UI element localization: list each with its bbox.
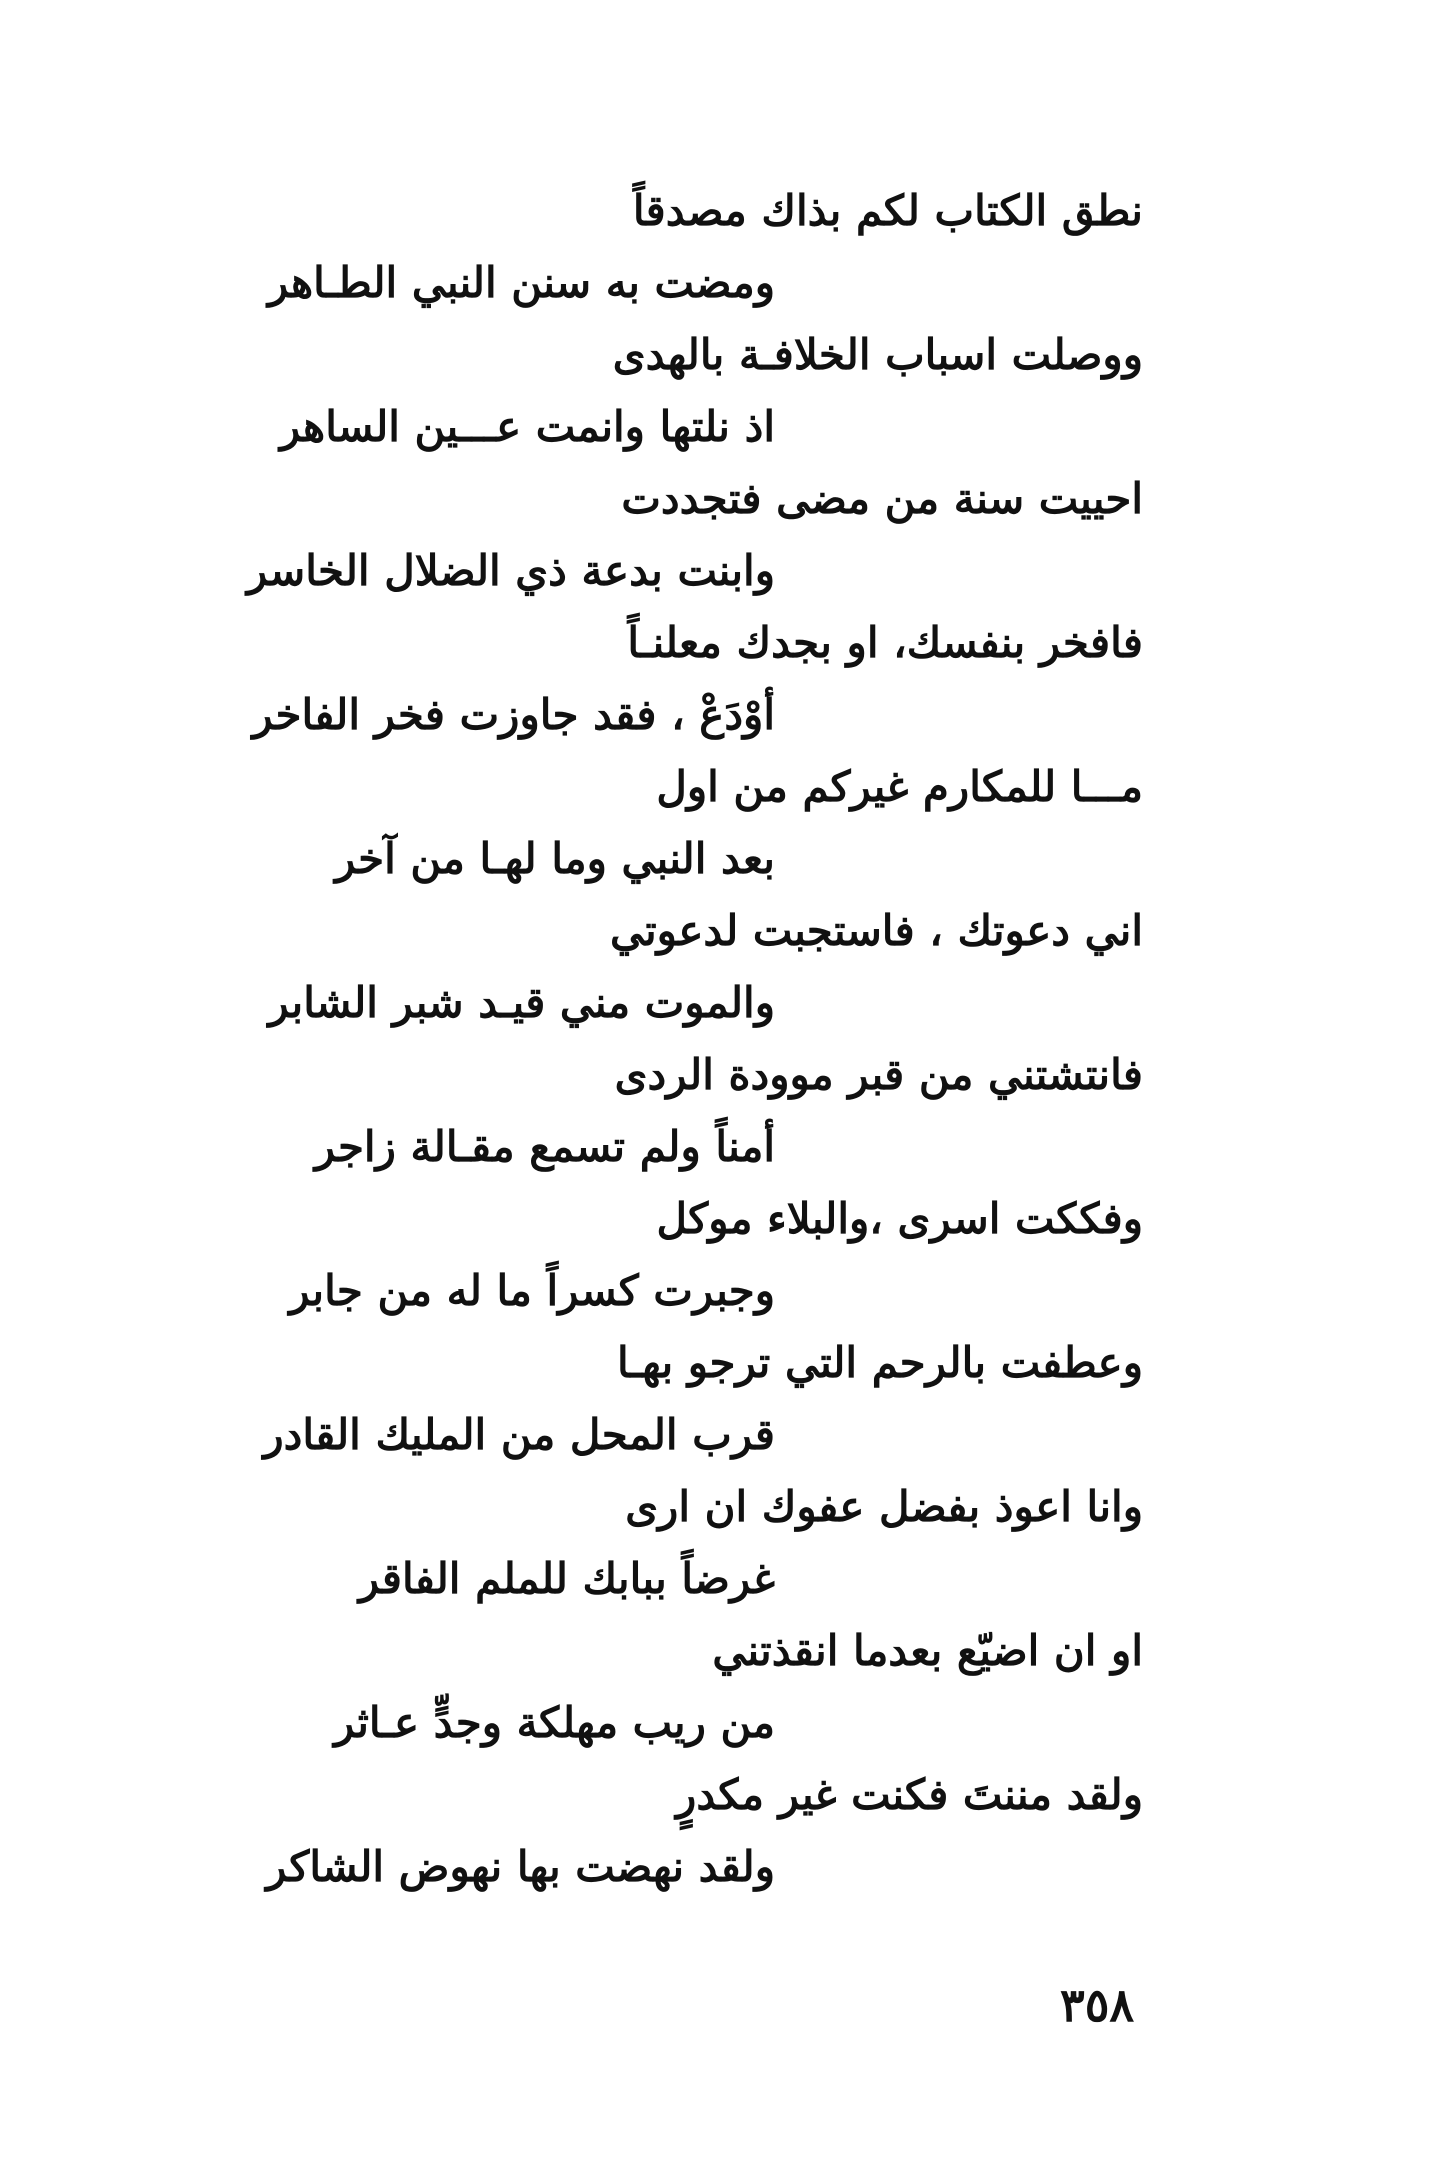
verse-line: أمناً ولم تسمع مقـالة زاجر — [314, 1122, 775, 1171]
verse-line: فافخر بنفسك، او بجدك معلنـاً — [627, 618, 1143, 667]
verse-line: بعد النبي وما لهـا من آخر — [334, 834, 775, 883]
verse-line: وابنت بدعة ذي الضلال الخاسر — [246, 546, 775, 595]
verse-line: ولقد نهضت بها نهوض الشاكر — [266, 1842, 775, 1891]
verse-line: فانتشتني من قبر موودة الردى — [614, 1050, 1143, 1099]
verse-line: او ان اضيّع بعدما انقذتني — [712, 1626, 1143, 1675]
verse-line: مـــا للمكارم غيركم من اول — [656, 762, 1143, 811]
verse-line: احييت سنة من مضى فتجددت — [621, 474, 1143, 523]
verse-line: نطق الكتاب لكم بذاك مصدقاً — [632, 186, 1143, 235]
verse-line: وفككت اسرى ،والبلاء موكل — [656, 1194, 1143, 1243]
verse-line: ووصلت اسباب الخلافـة بالهدى — [612, 330, 1143, 379]
verse-line: من ريب مهلكة وجدٍّ عـاثر — [334, 1698, 775, 1747]
verse-line: ولقد مننتَ فكنت غير مكدرٍ — [676, 1770, 1143, 1819]
verse-line: أوْدَعْ ، فقد جاوزت فخر الفاخر — [252, 690, 775, 739]
verse-line: ومضت به سنن النبي الطـاهر — [267, 258, 775, 307]
verse-line: غرضاً ببابك للملم الفاقر — [358, 1554, 775, 1603]
verse-line: اني دعوتك ، فاستجبت لدعوتي — [609, 906, 1143, 955]
verse-line: اذ نلتها وانمت عـــين الساهر — [279, 402, 775, 451]
verse-line: وانا اعوذ بفضل عفوك ان ارى — [625, 1482, 1143, 1531]
verse-line: وعطفت بالرحم التي ترجو بهـا — [617, 1338, 1143, 1387]
verse-line: وجبرت كسراً ما له من جابر — [289, 1266, 775, 1315]
verse-line: والموت مني قيـد شبر الشابر — [268, 978, 775, 1027]
verse-line: قرب المحل من المليك القادر — [263, 1410, 775, 1459]
page-number: ٣٥٨ — [1060, 1978, 1135, 2032]
